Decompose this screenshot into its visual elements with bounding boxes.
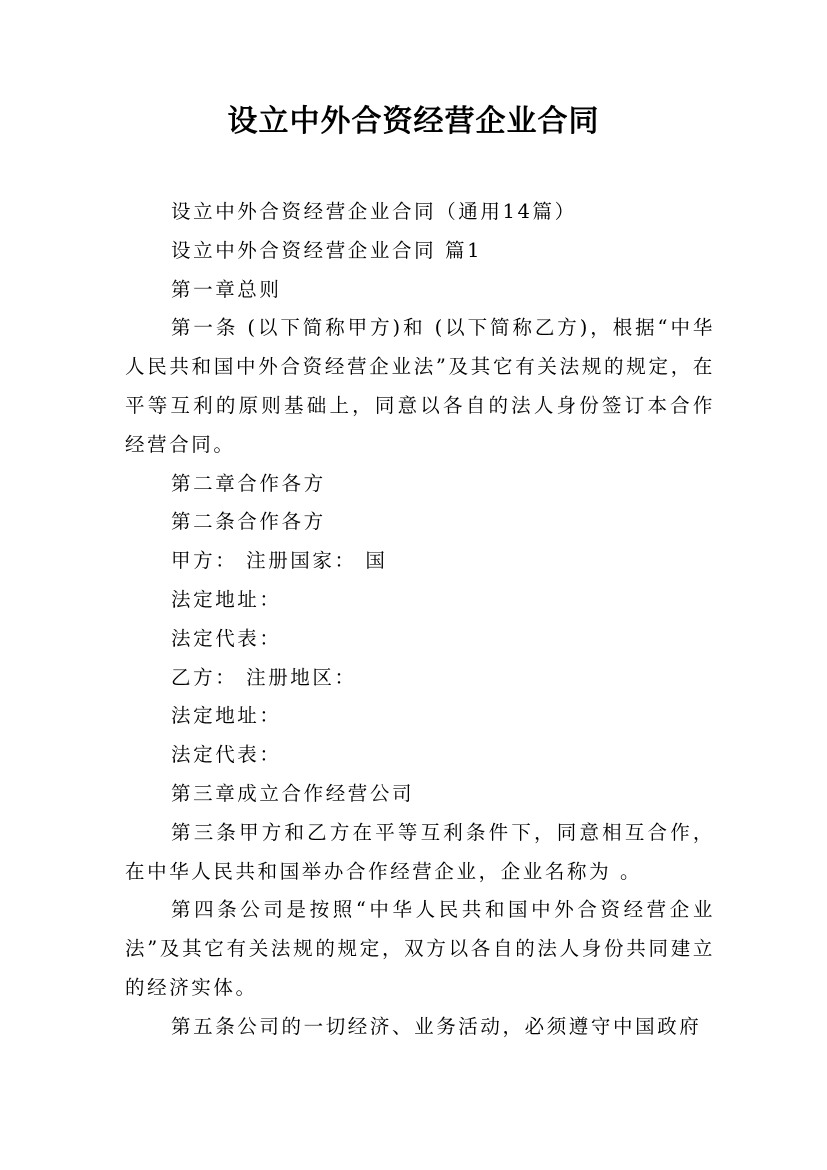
paragraph-collection-title: 设立中外合资经营企业合同（通用14篇） <box>171 200 577 223</box>
paragraph-article-3: 第三条甲方和乙方在平等互利条件下，同意相互合作，在中华人民共和国举办合作经营企业，企业名称为 。 <box>125 820 715 883</box>
paragraph-contract-heading: 设立中外合资经营企业合同 篇1 <box>171 238 483 262</box>
paragraph-chapter-1: 第一章总则 <box>171 277 282 301</box>
paragraph-article-4: 第四条公司是按照“中华人民共和国中外合资经营企业法”及其它有关法规的规定，双方以各自的法人身份共同建立的经济实体。 <box>125 898 715 999</box>
paragraph-party-b: 乙方： 注册地区： <box>171 665 357 689</box>
paragraph-party-a-address: 法定地址： <box>171 587 282 611</box>
paragraph-article-2: 第二条合作各方 <box>171 510 326 534</box>
paragraph-party-a-representative: 法定代表： <box>171 626 282 650</box>
paragraph-party-b-address: 法定地址： <box>171 704 282 728</box>
paragraph-chapter-3: 第三章成立合作经营公司 <box>171 781 415 805</box>
paragraph-party-a: 甲方： 注册国家： 国 <box>171 549 388 573</box>
document-title: 设立中外合资经营企业合同 <box>227 104 600 139</box>
document-body <box>125 193 715 1047</box>
paragraph-article-5: 第五条公司的一切经济、业务活动，必须遵守中国政府 <box>171 1014 702 1038</box>
paragraph-article-1: 第一条 (以下简称甲方)和 (以下简称乙方)，根据“中华人民共和国中外合资经营企业法”及其它有关法规的规定，在平等互利的原则基础上，同意以各自的法人身份签订本合作经营合同。 <box>125 316 715 456</box>
paragraph-chapter-2: 第二章合作各方 <box>171 471 326 495</box>
paragraph-party-b-representative: 法定代表： <box>171 743 282 767</box>
